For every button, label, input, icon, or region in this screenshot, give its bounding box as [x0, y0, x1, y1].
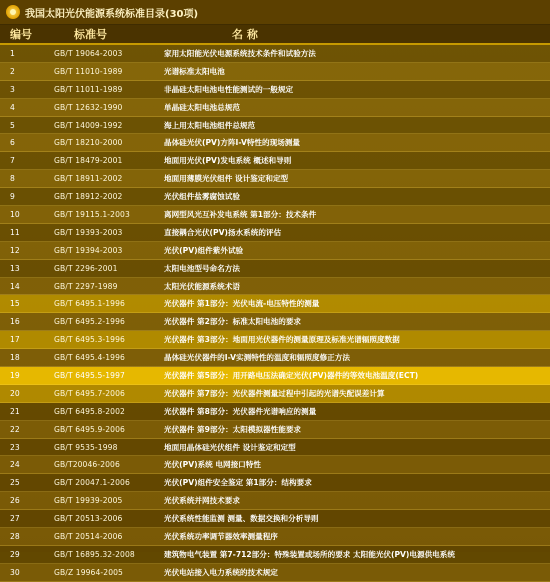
row-std: GB/T 19393-2003 — [54, 227, 123, 237]
table-row — [0, 313, 550, 331]
row-name: 海上用太阳电池组件总规范 — [164, 120, 256, 130]
table-row — [0, 206, 550, 224]
table-row — [0, 63, 550, 81]
row-name: 离网型风光互补发电系统 第1部分：技术条件 — [164, 209, 317, 219]
row-std: GB/T 6495.1-1996 — [54, 299, 125, 309]
row-num: 20 — [10, 388, 20, 398]
row-num: 21 — [10, 406, 20, 416]
table-row — [0, 385, 550, 403]
table-row — [0, 170, 550, 188]
table-row — [0, 242, 550, 260]
row-name: 直接耦合光伏(PV)扬水系统的评估 — [164, 227, 282, 237]
table-row — [0, 349, 550, 367]
table-row — [0, 564, 550, 582]
row-name: 光伏器件 第5部分：用开路电压法确定光伏(PV)器件的等效电池温度(ECT) — [164, 370, 419, 380]
row-num: 7 — [10, 156, 15, 166]
row-std: GB/T 6495.7-2006 — [54, 388, 125, 398]
row-std: GB/T 6495.5-1997 — [54, 370, 125, 380]
row-name: 光伏器件 第7部分：光伏器件测量过程中引起的光谱失配误差计算 — [164, 388, 385, 398]
row-num: 6 — [10, 138, 15, 148]
row-name: 光伏系统并网技术要求 — [164, 496, 240, 506]
row-num: 12 — [10, 245, 20, 255]
row-num: 19 — [10, 370, 20, 380]
table-row — [0, 510, 550, 528]
row-name: 非晶硅太阳电池电性能测试的一般规定 — [164, 84, 294, 94]
table-row — [0, 456, 550, 474]
row-name: 太阳电池型号命名方法 — [164, 263, 240, 273]
row-std: GB/T 6495.9-2006 — [54, 424, 125, 434]
row-std: GB/T 19115.1-2003 — [54, 209, 130, 219]
row-std: GB/T20046-2006 — [54, 460, 120, 470]
row-std: GB/T 18210-2000 — [54, 138, 123, 148]
row-std: GB/T 18479-2001 — [54, 156, 123, 166]
table-row — [0, 331, 550, 349]
table-row — [0, 117, 550, 135]
row-std: GB/T 14009-1992 — [54, 120, 123, 130]
row-name: 光伏组件盐雾腐蚀试验 — [164, 192, 240, 202]
row-num: 13 — [10, 263, 20, 273]
row-num: 23 — [10, 442, 20, 452]
table-row — [0, 439, 550, 457]
table-row — [0, 403, 550, 421]
header-std: 标准号 — [74, 28, 107, 41]
table-row — [0, 278, 550, 296]
header-name: 名 称 — [232, 28, 258, 41]
table-row — [0, 260, 550, 278]
row-std: GB/T 19394-2003 — [54, 245, 123, 255]
row-name: 光伏器件 第3部分：地面用光伏器件的测量原理及标准光谱辐照度数据 — [164, 335, 400, 345]
row-std: GB/T 20514-2006 — [54, 531, 123, 541]
row-std: GB/T 9535-1998 — [54, 442, 118, 452]
row-std: GB/Z 19964-2005 — [54, 567, 123, 577]
table-body — [0, 45, 550, 582]
row-std: GB/T 2296-2001 — [54, 263, 118, 273]
header-num: 编号 — [10, 28, 32, 41]
sun-icon — [6, 5, 20, 19]
row-name: 光伏器件 第9部分：太阳模拟器性能要求 — [164, 424, 302, 434]
row-std: GB/T 20513-2006 — [54, 514, 123, 524]
row-name: 晶体硅光伏器件的I-V实测特性的温度和辐照度修正方法 — [164, 353, 350, 363]
row-std: GB/T 20047.1-2006 — [54, 478, 130, 488]
row-num: 26 — [10, 496, 20, 506]
row-name: 光伏器件 第1部分：光伏电流-电压特性的测量 — [164, 299, 320, 309]
row-num: 14 — [10, 281, 20, 291]
row-name: 光伏系统功率调节器效率测量程序 — [164, 531, 278, 541]
row-name: 光伏(PV)组件安全鉴定 第1部分：结构要求 — [164, 478, 312, 488]
row-num: 8 — [10, 174, 15, 184]
row-num: 15 — [10, 299, 20, 309]
row-name: 建筑物电气装置 第7-712部分：特殊装置或场所的要求 太阳能光伏(PV)电源供电系统 — [164, 549, 455, 559]
table-row — [0, 421, 550, 439]
row-name: 光伏电站接入电力系统的技术规定 — [164, 567, 278, 577]
row-name: 光伏系统性能监测 测量、数据交换和分析导则 — [164, 514, 319, 524]
row-std: GB/T 12632-1990 — [54, 102, 123, 112]
table-row — [0, 546, 550, 564]
title-bar — [0, 0, 550, 25]
row-name: 地面用薄膜光伏组件 设计鉴定和定型 — [164, 174, 289, 184]
row-num: 25 — [10, 478, 20, 488]
row-name: 光伏(PV)组件紫外试验 — [164, 245, 244, 255]
table-row — [0, 224, 550, 242]
row-name: 光伏(PV)系统 电网接口特性 — [164, 460, 261, 470]
row-num: 3 — [10, 84, 15, 94]
table-row — [0, 134, 550, 152]
row-num: 16 — [10, 317, 20, 327]
table-row — [0, 188, 550, 206]
table-row — [0, 99, 550, 117]
table-row — [0, 528, 550, 546]
row-num: 11 — [10, 227, 20, 237]
table-row — [0, 474, 550, 492]
table-header — [0, 25, 550, 45]
row-name: 地面用晶体硅光伏组件 设计鉴定和定型 — [164, 442, 296, 452]
row-std: GB/T 6495.4-1996 — [54, 353, 125, 363]
row-num: 24 — [10, 460, 20, 470]
table-row — [0, 81, 550, 99]
row-name: 光谱标准太阳电池 — [164, 66, 225, 76]
row-std: GB/T 11011-1989 — [54, 84, 123, 94]
row-std: GB/T 19064-2003 — [54, 48, 123, 58]
row-num: 2 — [10, 66, 15, 76]
row-num: 17 — [10, 335, 20, 345]
row-num: 4 — [10, 102, 15, 112]
row-std: GB/T 6495.8-2002 — [54, 406, 125, 416]
row-name: 单晶硅太阳电池总规范 — [164, 102, 240, 112]
table-row — [0, 45, 550, 63]
row-name: 光伏器件 第8部分：光伏器件光谱响应的测量 — [164, 406, 317, 416]
row-std: GB/T 6495.2-1996 — [54, 317, 125, 327]
row-num: 22 — [10, 424, 20, 434]
table-row — [0, 492, 550, 510]
row-name: 光伏器件 第2部分：标准太阳电池的要求 — [164, 317, 302, 327]
row-std: GB/T 11010-1989 — [54, 66, 123, 76]
table-row — [0, 367, 550, 385]
row-num: 10 — [10, 209, 20, 219]
row-name: 晶体硅光伏(PV)方阵I-V特性的现场测量 — [164, 138, 300, 148]
row-std: GB/T 16895.32-2008 — [54, 549, 135, 559]
row-std: GB/T 19939-2005 — [54, 496, 123, 506]
row-num: 9 — [10, 192, 15, 202]
row-num: 5 — [10, 120, 15, 130]
row-std: GB/T 2297-1989 — [54, 281, 118, 291]
row-std: GB/T 18911-2002 — [54, 174, 123, 184]
row-num: 18 — [10, 353, 20, 363]
row-name: 地面用光伏(PV)发电系统 概述和导则 — [164, 156, 292, 166]
row-num: 1 — [10, 48, 15, 58]
row-name: 家用太阳能光伏电源系统技术条件和试验方法 — [164, 48, 316, 58]
table-row — [0, 152, 550, 170]
page-title: 我国太阳光伏能源系统标准目录(30项) — [25, 8, 199, 20]
row-num: 30 — [10, 567, 20, 577]
row-std: GB/T 6495.3-1996 — [54, 335, 125, 345]
row-num: 29 — [10, 549, 20, 559]
row-num: 28 — [10, 531, 20, 541]
row-name: 太阳光伏能源系统术语 — [164, 281, 240, 291]
row-num: 27 — [10, 514, 20, 524]
table-row — [0, 295, 550, 313]
row-std: GB/T 18912-2002 — [54, 192, 123, 202]
